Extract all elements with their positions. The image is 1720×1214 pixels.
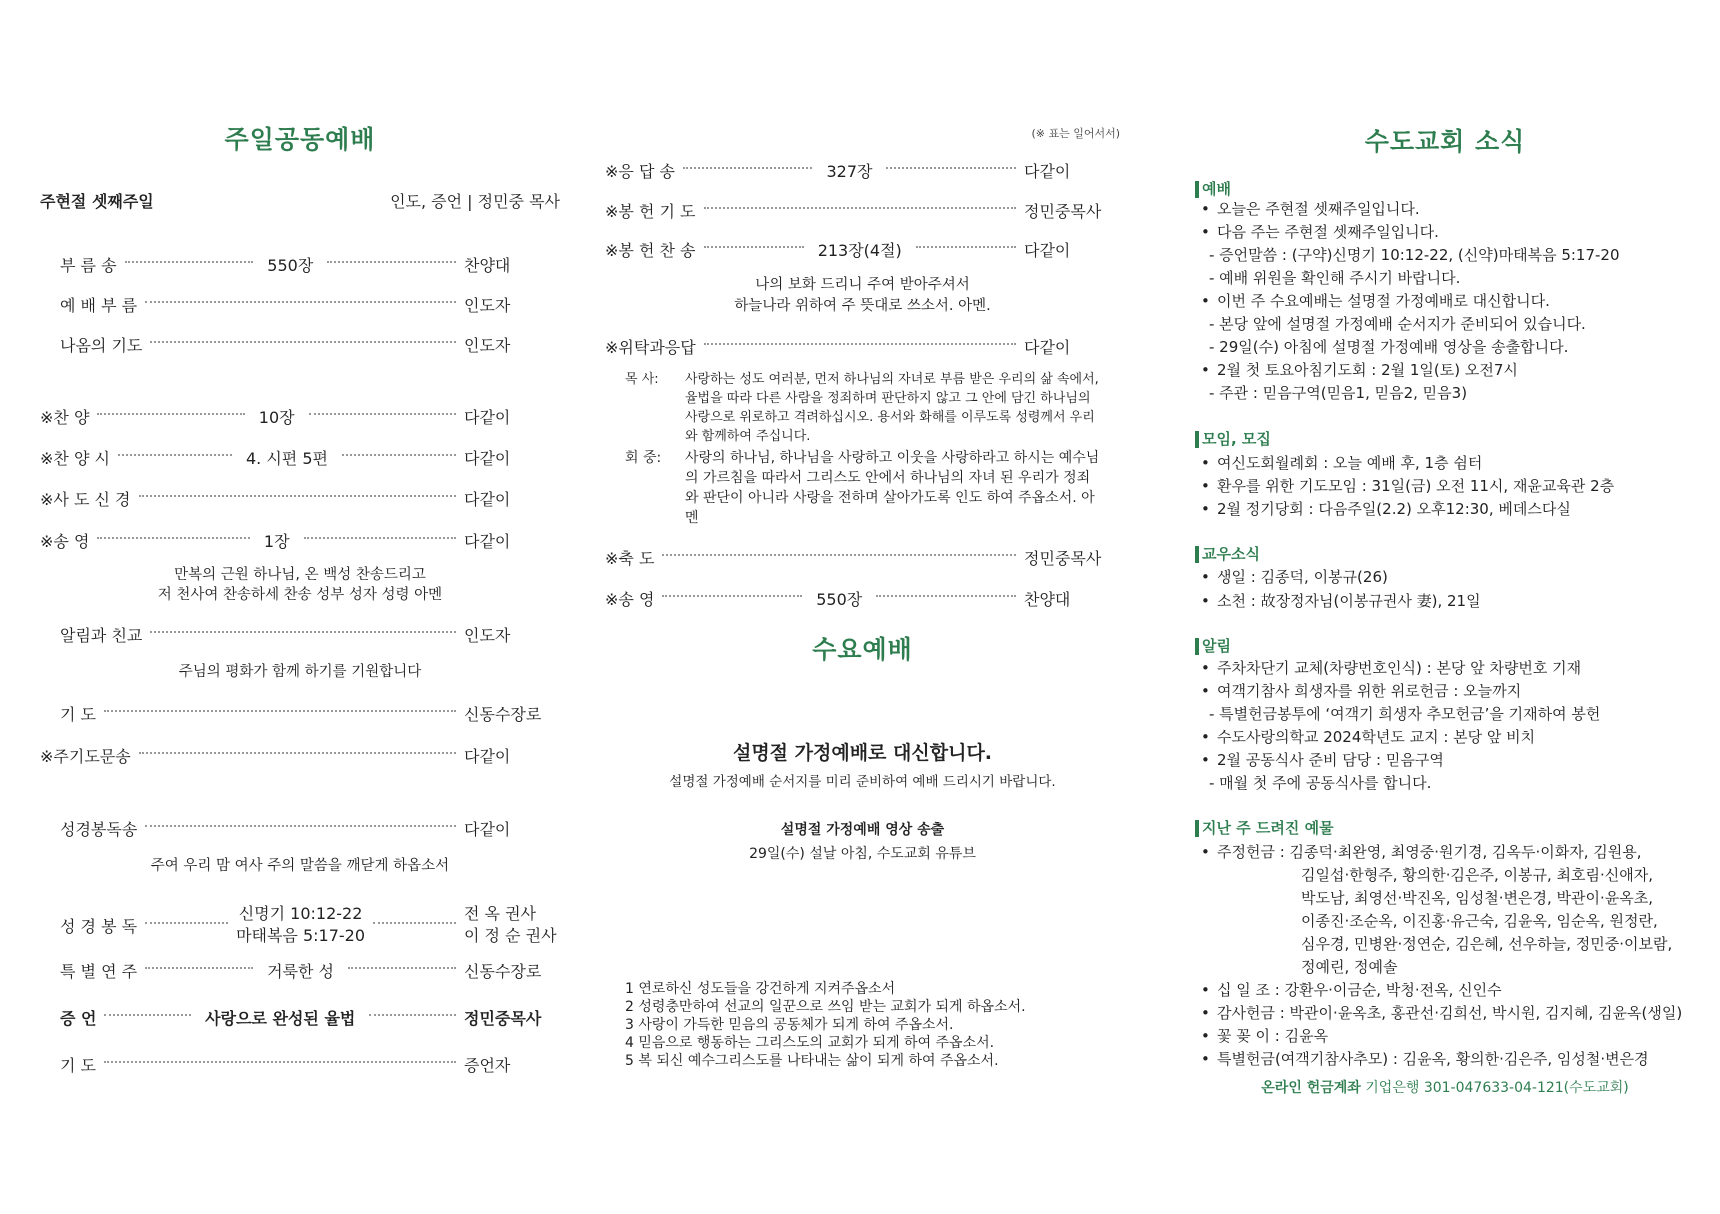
list-item: • 2월 공동식사 준비 담당 : 믿음구역	[1201, 751, 1444, 769]
order-row: ※주기도문송 다같이	[40, 746, 511, 766]
wednesday-main: 설명절 가정예배로 대신합니다.	[732, 742, 993, 764]
list-continuation: 김일섭·한형주, 황의한·김은주, 이봉규, 최호림·신애자,	[1301, 866, 1653, 884]
wednesday-video-sub: 29일(수) 설날 아침, 수도교회 유튜브	[749, 846, 976, 862]
list-continuation: 박도남, 최영선·박진옥, 임성철·변은경, 박관이·윤옥초,	[1301, 889, 1653, 907]
list-item: • 특별헌금(여객기참사추모) : 김윤옥, 황의한·김은주, 임성철·변은경	[1201, 1050, 1649, 1068]
order-row: ※사 도 신 경 다같이	[40, 489, 511, 509]
reader-2: 이 정 순 권사	[464, 926, 557, 945]
reading-text-2: 마태복음 5:17-20	[236, 926, 366, 945]
bank-account: 기업은행 301-047633-04-121(수도교회)	[1365, 1080, 1629, 1096]
order-row: ※축 도 정민중목사	[605, 548, 1102, 568]
order-row: 알림과 친교 인도자	[60, 625, 511, 645]
section-members: 교우소식	[1195, 546, 1260, 563]
pastor-response: 목 사: 사랑하는 성도 여러분, 먼저 하나님의 자녀로 부름 받은 우리의 삶 속에서, 율법을 따라 다른 사람을 정죄하며 판단하지 않고 그 안에 담긴 하나님의 사랑으로 위로하고 격려하십시오. 용서와 화해를 이루도록 성령께서 우리와 함께하여 주십니다.	[625, 372, 1099, 444]
order-row: 증 언 사랑으로 완성된 율법 정민중목사	[60, 1005, 560, 1029]
list-item: • 생일 : 김종덕, 이봉규(26)	[1201, 568, 1388, 586]
peace-text: 주님의 평화가 함께 하기를 기원합니다	[178, 664, 422, 680]
order-row: ※찬 양 시 4. 시편 5편 다같이	[40, 445, 560, 469]
reading-text-1: 신명기 10:12-22	[238, 904, 363, 923]
wednesday-video-title: 설명절 가정예배 영상 송출	[780, 822, 945, 838]
list-item: • 소천 : 故장정자님(이봉규권사 妻), 21일	[1201, 592, 1481, 610]
list-subitem: - 29일(수) 아침에 설명절 가정예배 영상을 송출합니다.	[1209, 338, 1569, 356]
sunday-worship-title: 주일공동예배	[224, 125, 376, 154]
list-item: • 2월 첫 토요아침기도회 : 2월 1일(토) 오전7시	[1201, 361, 1518, 379]
section-notice: 알림	[1195, 638, 1231, 655]
list-item: • 십 일 조 : 강환우·이금순, 박청·전옥, 신인수	[1201, 981, 1502, 999]
sunday-header	[40, 188, 560, 212]
wednesday-sub: 설명절 가정예배 순서지를 미리 준비하여 예배 드리시기 바랍니다.	[669, 774, 1056, 790]
order-row: ※봉 헌 기 도 정민중목사	[605, 201, 1102, 221]
list-continuation: 정예린, 정예솔	[1301, 958, 1398, 976]
list-subitem: - 예배 위원을 확인해 주시기 바랍니다.	[1209, 269, 1461, 287]
section-worship: 예배	[1195, 181, 1231, 198]
list-item: • 2월 정기당회 : 다음주일(2.2) 오후12:30, 베데스다실	[1201, 500, 1571, 518]
order-row: 특 별 연 주 거룩한 성 신동수장로	[60, 958, 560, 982]
order-row: 기 도 신동수장로	[60, 704, 542, 724]
congregation-response: 회 중: 사랑의 하나님, 하나님을 사랑하고 이웃을 사랑하라고 하시는 예수님의 가르침을 따라서 그리스도 안에서 하나님의 자녀 된 우리가 정죄와 판단이 아니라 사랑을 전하며 살아가도록 인도 하여 주옵소서. 아멘	[625, 450, 1100, 526]
order-row: ※찬 양 10장 다같이	[40, 404, 560, 428]
list-continuation: 심우경, 민병완·정연순, 김은혜, 선우하늘, 정민중·이보람,	[1301, 935, 1673, 953]
wednesday-worship-title: 수요예배	[812, 635, 913, 664]
reader-1: 전 옥 권사	[464, 904, 537, 923]
news-title: 수도교회 소식	[1364, 127, 1526, 156]
list-item: • 환우를 위한 기도모임 : 31일(금) 오전 11시, 재윤교육관 2층	[1201, 477, 1615, 495]
order-row: 나옴의 기도 인도자	[60, 335, 511, 355]
order-row: 예 배 부 름 인도자	[60, 295, 511, 315]
list-item: • 꽃 꽂 이 : 김윤옥	[1201, 1027, 1329, 1045]
order-row: 부 름 송 550장 찬양대	[60, 252, 560, 276]
list-item: • 여객기참사 희생자를 위한 위로헌금 : 오늘까지	[1201, 682, 1522, 700]
list-subitem: - 주관 : 믿음구역(믿음1, 믿음2, 믿음3)	[1209, 384, 1468, 402]
list-item: • 주정헌금 : 김종덕·최완영, 최영중·원기경, 김옥두·이화자, 김원용,	[1201, 843, 1642, 861]
order-row: ※위탁과응답 다같이	[605, 337, 1071, 357]
online-offering-account	[1195, 1077, 1695, 1097]
list-item: • 이번 주 수요예배는 설명절 가정예배로 대신합니다.	[1201, 292, 1550, 310]
order-row: ※송 영 550장 찬양대	[605, 586, 1120, 610]
list-subitem: - 매월 첫 주에 공동식사를 합니다.	[1209, 774, 1432, 792]
list-item: • 다음 주는 주현절 셋째주일입니다.	[1201, 223, 1439, 241]
list-item: • 감사헌금 : 박관이·윤옥초, 홍관선·김희선, 박시원, 김지혜, 김윤옥(생일)	[1201, 1004, 1683, 1022]
prayer-item: 3 사랑이 가득한 믿음의 공동체가 되게 하여 주옵소서.	[625, 1017, 954, 1033]
list-item: • 주차차단기 교체(차량번호인식) : 본당 앞 차량번호 기재	[1201, 659, 1582, 677]
list-continuation: 이종진·조순옥, 이진홍·유근숙, 김윤옥, 임순옥, 원정란,	[1301, 912, 1658, 930]
prayer-item: 2 성령충만하여 선교의 일꾼으로 쓰임 받는 교회가 되게 하옵소서.	[625, 999, 1026, 1015]
doxology-line-1: 만복의 근원 하나님, 온 백성 찬송드리고	[174, 567, 426, 583]
sunday-name: 주현절 셋째주일	[40, 191, 154, 211]
order-row: ※송 영 1장 다같이	[40, 528, 560, 552]
leader-info: 인도, 증언 | 정민중 목사	[390, 191, 560, 211]
list-subitem: - 본당 앞에 설명절 가정예배 순서지가 준비되어 있습니다.	[1209, 315, 1586, 333]
stand-note: (※ 표는 일어서서)	[1031, 127, 1120, 140]
offering-line-2: 하늘나라 위하여 주 뜻대로 쓰소서. 아멘.	[734, 298, 991, 314]
order-row: 성경봉독송 다같이	[60, 819, 511, 839]
doxology-line-2: 저 천사여 찬송하세 찬송 성부 성자 성령 아멘	[157, 587, 443, 603]
order-row: 기 도 증언자	[60, 1055, 511, 1075]
list-item: • 여신도회월례회 : 오늘 예배 후, 1층 쉼터	[1201, 454, 1483, 472]
offering-line-1: 나의 보화 드리니 주여 받아주셔서	[755, 277, 970, 293]
bank-label: 온라인 헌금계좌	[1261, 1080, 1361, 1096]
list-item: • 수도사랑의학교 2024학년도 교지 : 본당 앞 비치	[1201, 728, 1536, 746]
section-offering: 지난 주 드려진 예물	[1195, 820, 1334, 837]
prayer-item: 4 믿음으로 행동하는 그리스도의 교회가 되게 하여 주옵소서.	[625, 1035, 995, 1051]
order-row: ※봉 헌 찬 송 213장(4절) 다같이	[605, 237, 1120, 261]
scripture-prayer: 주여 우리 맘 여사 주의 말씀을 깨닫게 하옵소서	[150, 858, 450, 874]
list-item: • 오늘은 주현절 셋째주일입니다.	[1201, 200, 1420, 218]
list-subitem: - 특별헌금봉투에 ‘여객기 희생자 추모헌금’을 기재하여 봉헌	[1209, 705, 1601, 723]
scripture-reading-row: 성 경 봉 독 신명기 10:12-22 마태복음 5:17-20 전 옥 권사 이 정 순 권사	[60, 903, 560, 947]
section-meeting: 모임, 모집	[1195, 431, 1271, 448]
prayer-item: 5 복 되신 예수그리스도를 나타내는 삶이 되게 하여 주옵소서.	[625, 1053, 999, 1069]
list-subitem: - 증언말씀 : (구약)신명기 10:12-22, (신약)마태복음 5:17-20	[1209, 246, 1620, 264]
order-row: ※응 답 송 327장 다같이	[605, 158, 1120, 182]
prayer-item: 1 연로하신 성도들을 강건하게 지켜주옵소서	[625, 981, 896, 997]
